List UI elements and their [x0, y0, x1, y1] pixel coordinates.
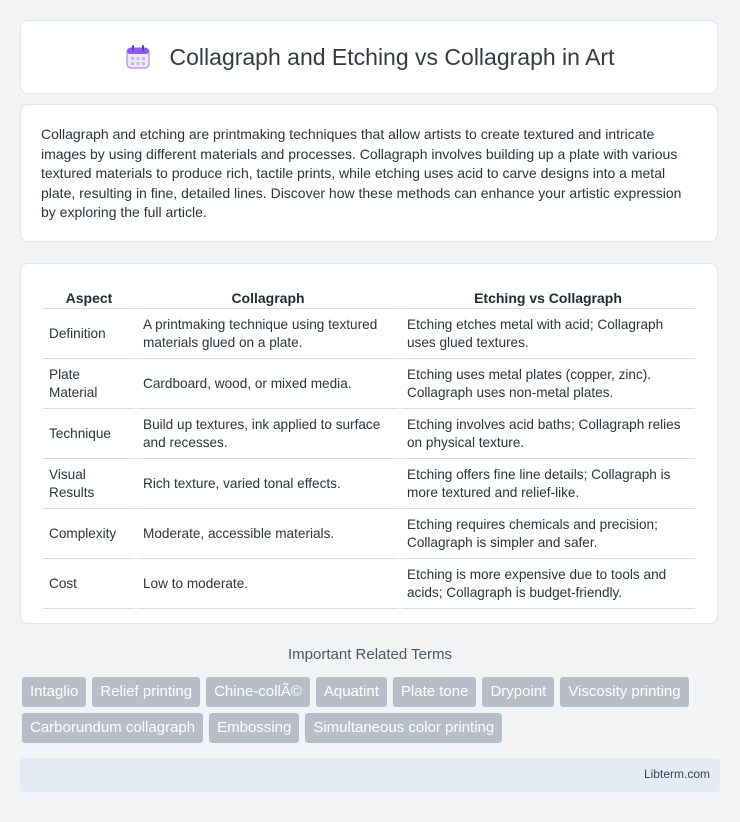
table-row: [43, 459, 695, 509]
row-collagraph: Moderate, accessible materials.: [137, 509, 399, 559]
tag-aquatint[interactable]: Aquatint: [316, 677, 387, 707]
tag-carborundum-collagraph[interactable]: Carborundum collagraph: [22, 713, 203, 743]
tag-intaglio[interactable]: Intaglio: [22, 677, 86, 707]
row-etching: Etching is more expensive due to tools and acids; Collagraph is budget-friendly.: [401, 559, 695, 609]
tag-chine-colle[interactable]: Chine-collÃ©: [206, 677, 310, 707]
row-collagraph: Rich texture, varied tonal effects.: [137, 459, 399, 509]
row-aspect: Complexity: [43, 509, 135, 559]
tag-viscosity-printing[interactable]: Viscosity printing: [560, 677, 688, 707]
row-etching: Etching offers fine line details; Collagraph is more textured and relief-like.: [401, 459, 695, 509]
related-terms-tags: [22, 677, 722, 743]
row-aspect: Cost: [43, 559, 135, 609]
comparison-table: [41, 282, 697, 609]
row-collagraph: Cardboard, wood, or mixed media.: [137, 359, 399, 409]
row-etching: Etching uses metal plates (copper, zinc). Collagraph uses non-metal plates.: [401, 359, 695, 409]
table-header-row: [43, 282, 695, 309]
footer: [20, 758, 720, 792]
table-row: [43, 359, 695, 409]
row-etching: Etching requires chemicals and precision; Collagraph is simpler and safer.: [401, 509, 695, 559]
row-collagraph: A printmaking technique using textured materials glued on a plate.: [137, 309, 399, 359]
tag-plate-tone[interactable]: Plate tone: [393, 677, 477, 707]
title-card: [20, 20, 718, 94]
intro-text: Collagraph and etching are printmaking techniques that allow artists to create textured and intricate images by using different materials and processes. Collagraph involves building up a plate with various textured materials to produce rich, tactile prints, while etching uses acid to carve designs into a metal plate, resulting in fine, detailed lines. Discover how these methods can enhance your artistic expression by exploring the full article.: [41, 126, 682, 220]
row-aspect: Visual Results: [43, 459, 135, 509]
row-collagraph: Build up textures, ink applied to surface and recesses.: [137, 409, 399, 459]
tag-embossing[interactable]: Embossing: [209, 713, 299, 743]
table-row: [43, 409, 695, 459]
table-row: [43, 509, 695, 559]
footer-site-link[interactable]: Libterm.com: [643, 767, 710, 781]
table-row: [43, 559, 695, 609]
calendar-icon: [124, 43, 152, 71]
related-terms-heading: Important Related Terms: [288, 646, 452, 663]
header-aspect: Aspect: [43, 282, 135, 309]
tag-relief-printing[interactable]: Relief printing: [92, 677, 200, 707]
tag-simultaneous-color-printing[interactable]: Simultaneous color printing: [305, 713, 502, 743]
table-row: [43, 309, 695, 359]
row-aspect: Definition: [43, 309, 135, 359]
page-title: Collagraph and Etching vs Collagraph in Art: [169, 43, 615, 70]
intro-card: [20, 104, 718, 242]
row-etching: Etching etches metal with acid; Collagraph uses glued textures.: [401, 309, 695, 359]
comparison-table-card: [20, 263, 718, 624]
row-collagraph: Low to moderate.: [137, 559, 399, 609]
row-aspect: Technique: [43, 409, 135, 459]
tag-drypoint[interactable]: Drypoint: [482, 677, 554, 707]
row-aspect: Plate Material: [43, 359, 135, 409]
row-etching: Etching involves acid baths; Collagraph relies on physical texture.: [401, 409, 695, 459]
header-collagraph: Collagraph: [137, 282, 399, 309]
header-etching-vs-collagraph: Etching vs Collagraph: [401, 282, 695, 309]
